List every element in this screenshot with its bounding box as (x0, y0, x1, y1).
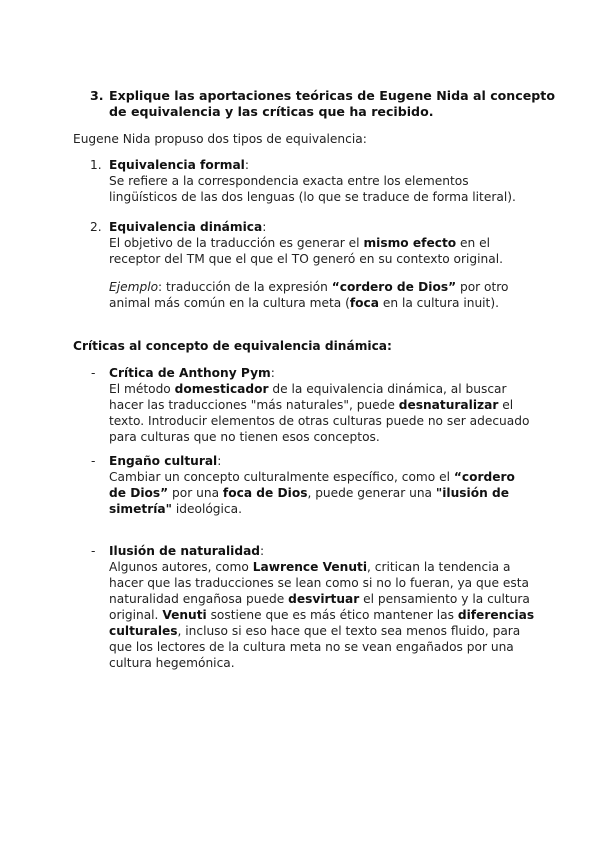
critique-2-line-1: Cambiar un concepto culturalmente específico, como el “cordero (109, 470, 515, 484)
type-1-desc-line-1: Se refiere a la correspondencia exacta entre los elementos (109, 174, 469, 188)
type-1-number: 1. (90, 158, 102, 172)
critique-3-line-1: Algunos autores, como Lawrence Venuti, critican la tendencia a (109, 560, 511, 574)
critique-1-line-2: hacer las traducciones "más naturales", puede desnaturalizar el (109, 398, 514, 412)
critique-3-line-3: naturalidad engañosa puede desvirtuar el pensamiento y la cultura (109, 592, 530, 606)
critique-2-line-3: simetría" ideológica. (109, 502, 242, 516)
type-2-example-line-1: Ejemplo: traducción de la expresión “cordero de Dios” por otro (109, 280, 509, 294)
critique-2-title: Engaño cultural: (109, 454, 222, 468)
type-1-desc-line-2: lingüísticos de las dos lenguas (lo que se traduce de forma literal). (109, 190, 516, 204)
type-2-desc-line-1: El objetivo de la traducción es generar el mismo efecto en el (109, 236, 491, 250)
type-2-title: Equivalencia dinámica: (109, 220, 267, 234)
critique-3-dash: - (91, 544, 96, 558)
type-2-example-line-2: animal más común en la cultura meta (foca en la cultura inuit). (109, 296, 499, 310)
critique-1-line-1: El método domesticador de la equivalencia dinámica, al buscar (109, 382, 507, 396)
critique-3-line-5: culturales, incluso si eso hace que el texto sea menos fluido, para (109, 624, 521, 638)
type-2-number: 2. (90, 220, 102, 234)
critique-1-title: Crítica de Anthony Pym: (109, 366, 275, 380)
critique-1-line-3: texto. Introducir elementos de otras culturas puede no ser adecuado (109, 414, 530, 428)
question-number: 3. (90, 88, 104, 103)
critiques-heading: Críticas al concepto de equivalencia dinámica: (73, 339, 392, 353)
intro-text: Eugene Nida propuso dos tipos de equivalencia: (73, 132, 367, 146)
type-2-desc-line-2: receptor del TM que el que el TO generó en su contexto original. (109, 252, 503, 266)
critique-3-line-4: original. Venuti sostiene que es más ético mantener las diferencias (109, 608, 535, 622)
critique-3-line-2: hacer que las traducciones se lean como si no lo fueran, ya que esta (109, 576, 529, 590)
critique-3-line-6: que los lectores de la cultura meta no se vean engañados por una (109, 640, 514, 654)
question-line-1: Explique las aportaciones teóricas de Eugene Nida al concepto (109, 88, 555, 103)
critique-3-line-7: cultura hegemónica. (109, 656, 235, 670)
critique-2-line-2: de Dios” por una foca de Dios, puede generar una "ilusión de (109, 486, 509, 500)
type-1-title: Equivalencia formal: (109, 158, 249, 172)
critique-1-dash: - (91, 366, 96, 380)
critique-2-dash: - (91, 454, 96, 468)
critique-3-title: Ilusión de naturalidad: (109, 544, 265, 558)
critique-1-line-4: para culturas que no tienen esos conceptos. (109, 430, 380, 444)
question-line-2: de equivalencia y las críticas que ha recibido. (109, 104, 434, 119)
